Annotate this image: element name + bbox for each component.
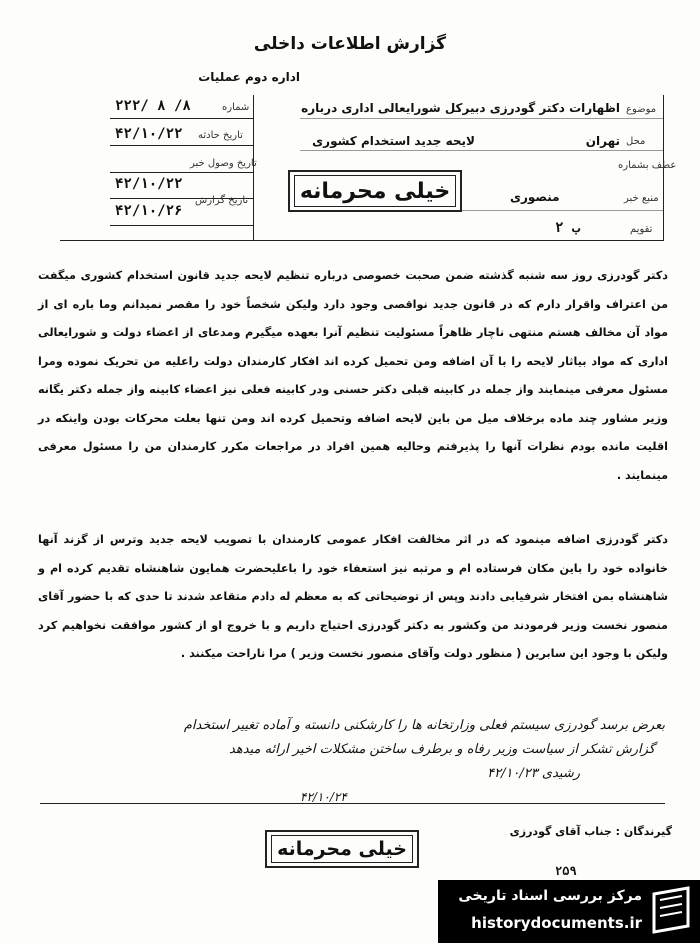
source-value: منصوری xyxy=(510,190,560,204)
classification-stamp-bottom xyxy=(265,830,419,868)
report-title: گزارش اطلاعات داخلی xyxy=(253,34,447,54)
divider-line xyxy=(300,150,663,151)
department-name: اداره دوم عملیات xyxy=(198,70,300,84)
incident-date-label: تاریخ حادثه xyxy=(198,130,243,141)
number-label: شماره xyxy=(222,102,250,113)
divider-line xyxy=(110,118,253,119)
header-bottom-rule xyxy=(60,240,664,241)
handwritten-line-2: گزارش تشکر از سیاست وزیر رفاه و برطرف ساختن مشکلات اخیر ارائه میدهد xyxy=(229,742,655,757)
divider-line xyxy=(110,172,253,173)
watermark-url: historydocuments.ir xyxy=(471,914,642,932)
news-received-date-label: تاریخ وصول خبر xyxy=(190,158,257,169)
divider-line xyxy=(110,145,253,146)
report-date-value: ۴۲/۱۰/۲۶ xyxy=(115,203,183,219)
divider-line xyxy=(300,118,663,119)
incident-date-value: ۴۲/۱۰/۲۲ xyxy=(115,126,183,142)
location-value: تهران xyxy=(585,134,620,148)
signature-rule xyxy=(40,803,665,804)
report-date-label: تاریخ گزارش xyxy=(195,195,249,206)
subject-label: موضوع xyxy=(626,104,657,115)
paragraph-2: دکتر گودرزی اضافه مینمود که در اثر مخالفت افکار عمومی کارمندان با تصویب لایحه جدید وترس از گزند آنها خانواده خود را باین مکان فرستاده ام و مرتبه نیز استعفاء خود را باعلیحضرت همایون شاهنشاه تقدیم کرده ام و شاهنشاه بمن افتخار شرفیابی دادند وپس از توضیحاتی که به معظم له دادم متقاعد شدند تا حدی که با حضور آقای منصور نخست وزیر فرمودند من وکشور به دکتر گودرزی احتیاج داریم و با خروج او از کشور موافقت نخواهیم کرد ولیکن با وجود این سابرین ( منظور دولت وآقای منصور نخست وزیر ) مرا ناراحت میکنند . xyxy=(38,533,668,660)
watermark-banner xyxy=(438,880,700,943)
page-number: ۲۵۹ xyxy=(555,864,577,878)
source-label: منبع خبر xyxy=(624,193,659,204)
classification-stamp-bottom-text: خیلی محرمانه xyxy=(271,835,413,863)
recipients-line: گیرندگان : جناب آقای گودرزی xyxy=(509,825,672,838)
classification-stamp xyxy=(288,170,462,212)
paragraph-1: دکتر گودرزی روز سه شنبه گذشته ضمن صحبت خصوصی درباره تنظیم لایحه جدید قانون استخدام کشوری میگفت من اعتراف واقرار دارم که در قانون جدید نواقصی وجود دارد ولیکن شخصاً خود را مقصر نمیدانم وما باره ای از مواد آن مخالف هستم منتهی ناچار ظاهراً مسئولیت تنظیم آنرا بعهده میگیرم ومدعای از اعضاء دولت و شورایعالی اداری که مواد بیاثار لایحه را با آن اضافه ومن تحمیل کرده اند افکار کارمندان دولت راعلیه من تحریک نموده ومرا مسئول معرفی مینمایند واز جمله در کابینه قبلی دکتر حسنی ودر کابینه فعلی نیز اعضاء کابینه واز جمله دکتر یگانه وزیر مشاور چند ماده برخلاف میل من باین لایحه اضافه وتحمیل کرده اند ومن تنها بعلت محرکات بودن واینکه در اقلیت مانده بودم نظرات آنها را پذیرفتم وحالیه همین افراد در مراجعات مکرر کارمندان من را مسئول معرفی مینمایند . xyxy=(38,269,668,482)
archive-logo-icon xyxy=(648,886,694,934)
subject-continued: لایحه جدید استخدام کشوری xyxy=(312,134,475,148)
number-value: ۲۲۲/ ۸ /۸ xyxy=(115,98,191,114)
location-label: محل xyxy=(626,136,646,147)
news-received-date-value: ۴۲/۱۰/۲۲ xyxy=(115,176,183,192)
divider-line xyxy=(110,225,253,226)
reference-label: عطف بشماره xyxy=(618,160,677,171)
classification-stamp-text: خیلی محرمانه xyxy=(294,175,456,207)
watermark-org-name: مرکز بررسی اسناد تاریخی xyxy=(458,888,642,904)
grade-label: تقویم xyxy=(630,224,653,235)
handwritten-line-1: بعرض برسد گودرزی سیستم فعلی وزارتخانه ها را کارشکنی دانسته و آماده تغییر استخدام xyxy=(183,718,665,733)
subject-value: اظهارات دکتر گودرزی دبیرکل شورایعالی اداری درباره xyxy=(301,101,620,115)
handwritten-date: ۴۲/۱۰/۲۴ xyxy=(300,790,347,804)
grade-value: ب ۲ xyxy=(555,220,581,236)
handwritten-line-3: رشیدی ۴۲/۱۰/۲۳ xyxy=(487,766,580,781)
